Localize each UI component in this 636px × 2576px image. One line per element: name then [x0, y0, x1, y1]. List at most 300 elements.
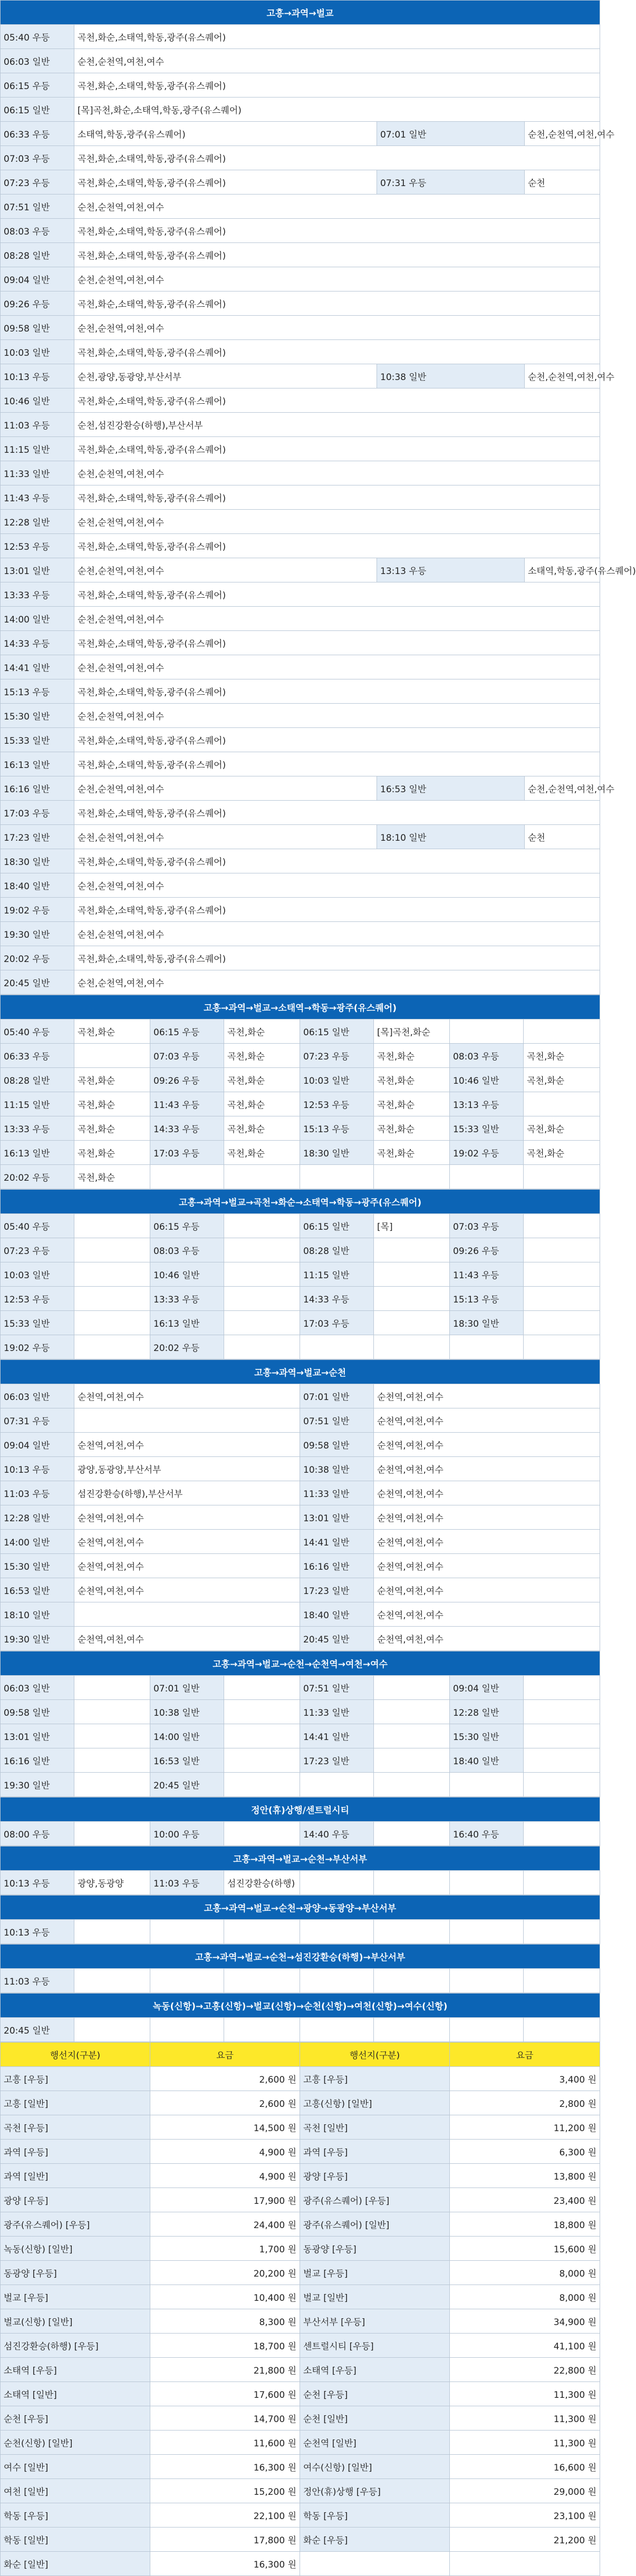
- departure-row: [1, 1457, 600, 1481]
- departure-row: [1, 970, 600, 995]
- fare-destination: 센트럴시티 [우등]: [300, 2334, 450, 2358]
- fare-destination: 광주(유스퀘어) [우등]: [300, 2188, 450, 2212]
- departure-time: [300, 1335, 374, 1359]
- fare-column-header: 요금: [450, 2043, 600, 2067]
- route-stops: 순천,순천역,여천,여수: [74, 316, 600, 340]
- fare-destination: 여수 [일반]: [1, 2455, 150, 2479]
- fare-price: 6,300 원: [450, 2140, 600, 2164]
- fare-price: 18,800 원: [450, 2212, 600, 2237]
- route-stops: 곡천,화순,소태역,학동,광주(유스퀘어): [74, 752, 600, 776]
- departure-time: 16:13 일반: [1, 752, 74, 776]
- fare-price: 16,300 원: [150, 2552, 300, 2576]
- departure-time: 10:13 우등: [1, 1920, 74, 1944]
- fare-price: 16,300 원: [150, 2455, 300, 2479]
- fare-destination: 고흥 [일반]: [1, 2091, 150, 2115]
- fare-price: 10,400 원: [150, 2285, 300, 2309]
- departure-time: 11:03 우등: [1, 413, 74, 437]
- route-stops: [224, 1724, 300, 1748]
- route-stops: [224, 1335, 300, 1359]
- departure-row: [1, 485, 600, 510]
- fare-price: 8,000 원: [450, 2261, 600, 2285]
- section-title: 고흥→과역→벌교→순천: [1, 1360, 600, 1384]
- fare-price: 23,100 원: [450, 2503, 600, 2528]
- route-stops: 곡천,화순,소태역,학동,광주(유스퀘어): [74, 898, 600, 922]
- fare-price: 15,200 원: [150, 2479, 300, 2503]
- departure-time: 15:33 일반: [450, 1116, 524, 1141]
- departure-row: [1, 219, 600, 243]
- fare-destination: 학동 [우등]: [300, 2503, 450, 2528]
- departure-row: [1, 728, 600, 752]
- fare-price: 11,200 원: [450, 2115, 600, 2140]
- departure-time: 16:16 일반: [1, 1748, 74, 1773]
- route-stops: [524, 1335, 600, 1359]
- route-stops: 곡천,화순: [224, 1092, 300, 1116]
- route-stops: 곡천,화순,소태역,학동,광주(유스퀘어): [74, 582, 600, 607]
- fare-price: 41,100 원: [450, 2334, 600, 2358]
- departure-row: [1, 1920, 600, 1944]
- departure-time: [300, 1871, 374, 1895]
- route-stops: 순천역,여천,여수: [74, 1627, 300, 1651]
- fare-destination: 화순 [우등]: [300, 2528, 450, 2552]
- departure-time: 16:40 우등: [450, 1822, 524, 1846]
- route-stops: [74, 1700, 150, 1724]
- departure-row: [1, 1116, 600, 1141]
- departure-row: [1, 1871, 600, 1895]
- departure-time: 05:40 우등: [1, 1019, 74, 1044]
- route-stops: 순천,순천역,여천,여수: [74, 655, 600, 679]
- departure-time: 09:58 일반: [1, 1700, 74, 1724]
- fare-destination: 여천 [일반]: [1, 2479, 150, 2503]
- departure-row: [1, 1969, 600, 1993]
- departure-row: [1, 1481, 600, 1505]
- departure-row: [1, 364, 600, 388]
- departure-time: 09:04 일반: [450, 1676, 524, 1700]
- fare-destination: 과역 [우등]: [1, 2140, 150, 2164]
- departure-time: 11:15 일반: [1, 1092, 74, 1116]
- fare-price: 2,800 원: [450, 2091, 600, 2115]
- fare-destination: 여수(신항) [일반]: [300, 2455, 450, 2479]
- departure-time: 06:03 일반: [1, 1384, 74, 1408]
- route-stops: [374, 1969, 450, 1993]
- departure-row: [1, 291, 600, 316]
- departure-time: 07:23 우등: [1, 1238, 74, 1262]
- departure-time: 07:23 우등: [300, 1044, 374, 1068]
- departure-time: 16:53 일반: [1, 1578, 74, 1602]
- departure-time: 09:04 일반: [1, 267, 74, 291]
- departure-time: 13:33 우등: [1, 582, 74, 607]
- fare-row: [1, 2261, 600, 2285]
- route-stops: 순천: [525, 825, 600, 849]
- route-stops: 순천역,여천,여수: [374, 1602, 600, 1627]
- route-stops: [224, 1311, 300, 1335]
- route-stops: [524, 1724, 600, 1748]
- fare-row: [1, 2115, 600, 2140]
- route-stops: 곡천,화순,소태역,학동,광주(유스퀘어): [74, 485, 600, 510]
- route-stops: [74, 1602, 300, 1627]
- departure-row: [1, 2018, 600, 2042]
- departure-time: 17:03 우등: [150, 1141, 224, 1165]
- route-stops: 곡천,화순: [224, 1116, 300, 1141]
- fare-price: 17,900 원: [150, 2188, 300, 2212]
- departure-time: 17:23 일반: [300, 1578, 374, 1602]
- fare-destination: 고흥(신항) [일반]: [300, 2091, 450, 2115]
- departure-time: 11:03 우등: [150, 1871, 224, 1895]
- departure-time: 15:13 우등: [450, 1287, 524, 1311]
- route-stops: 곡천,화순: [524, 1141, 600, 1165]
- route-stops: 순천,순천역,여천,여수: [74, 49, 600, 73]
- route-stops: 곡천,화순: [374, 1116, 450, 1141]
- schedule-section-5: [0, 1797, 600, 1846]
- departure-time: 11:43 우등: [1, 485, 74, 510]
- fare-destination: 부산서부 [우등]: [300, 2309, 450, 2334]
- departure-time: 08:03 우등: [450, 1044, 524, 1068]
- departure-time: [300, 1773, 374, 1797]
- departure-time: 12:28 일반: [1, 510, 74, 534]
- route-stops: [224, 1262, 300, 1287]
- departure-time: 09:26 우등: [450, 1238, 524, 1262]
- fare-price: 8,000 원: [450, 2285, 600, 2309]
- departure-time: 10:13 우등: [1, 364, 74, 388]
- fare-destination: 광양 [우등]: [1, 2188, 150, 2212]
- departure-time: 12:53 우등: [300, 1092, 374, 1116]
- departure-time: 15:30 일반: [1, 1554, 74, 1578]
- fare-price: 23,400 원: [450, 2188, 600, 2212]
- departure-time: 18:30 일반: [300, 1141, 374, 1165]
- fare-destination: 학동 [일반]: [1, 2528, 150, 2552]
- route-stops: [224, 1773, 300, 1797]
- route-stops: [74, 1214, 150, 1238]
- route-stops: 순천,순천역,여천,여수: [525, 122, 600, 146]
- departure-row: [1, 1822, 600, 1846]
- route-stops: 순천,순천역,여천,여수: [74, 776, 377, 801]
- departure-time: 11:33 일반: [300, 1700, 374, 1724]
- fare-destination: 정안(휴)상행 [우등]: [300, 2479, 450, 2503]
- route-stops: 곡천,화순,소태역,학동,광주(유스퀘어): [74, 170, 377, 195]
- departure-time: 10:00 우등: [150, 1822, 224, 1846]
- route-stops: 곡천,화순,소태역,학동,광주(유스퀘어): [74, 849, 600, 873]
- route-stops: 순천역,여천,여수: [374, 1505, 600, 1530]
- departure-time: 17:23 일반: [300, 1748, 374, 1773]
- departure-time: 06:03 일반: [1, 1676, 74, 1700]
- fare-destination: 순천 [일반]: [300, 2406, 450, 2431]
- departure-time: 13:13 우등: [377, 558, 525, 582]
- fare-destination: 과역 [우등]: [300, 2140, 450, 2164]
- departure-time: 12:28 일반: [1, 1505, 74, 1530]
- fare-destination: 순천 [우등]: [1, 2406, 150, 2431]
- fare-destination: 과역 [일반]: [1, 2164, 150, 2188]
- fare-column-header: 요금: [150, 2043, 300, 2067]
- departure-time: 10:38 일반: [300, 1457, 374, 1481]
- fare-destination: 벌교 [일반]: [300, 2285, 450, 2309]
- departure-row: [1, 1092, 600, 1116]
- route-stops: [74, 1335, 150, 1359]
- route-stops: 곡천,화순,소태역,학동,광주(유스퀘어): [74, 728, 600, 752]
- route-stops: 순천,순천역,여천,여수: [74, 970, 600, 995]
- departure-time: 12:53 우등: [1, 1287, 74, 1311]
- departure-time: [300, 2018, 374, 2042]
- route-stops: 곡천,화순: [74, 1092, 150, 1116]
- route-stops: 순천,순천역,여천,여수: [74, 922, 600, 946]
- section-header-row: [1, 1945, 600, 1969]
- route-stops: [374, 1700, 450, 1724]
- departure-time: 15:13 우등: [1, 679, 74, 704]
- route-stops: 곡천,화순,소태역,학동,광주(유스퀘어): [74, 631, 600, 655]
- departure-time: 18:10 일반: [377, 825, 525, 849]
- departure-row: [1, 1214, 600, 1238]
- departure-time: [150, 1920, 224, 1944]
- fare-row: [1, 2382, 600, 2406]
- fare-price: 11,300 원: [450, 2382, 600, 2406]
- departure-time: 16:13 일반: [150, 1311, 224, 1335]
- fare-destination: 고흥 [우등]: [300, 2067, 450, 2091]
- departure-time: 10:38 일반: [377, 364, 525, 388]
- departure-row: [1, 1724, 600, 1748]
- departure-time: 11:03 우등: [1, 1969, 74, 1993]
- departure-time: 11:33 일반: [1, 461, 74, 485]
- fare-destination: 벌교(신항) [일반]: [1, 2309, 150, 2334]
- fare-row: [1, 2503, 600, 2528]
- route-stops: 곡천,화순: [74, 1165, 150, 1189]
- fare-price: 21,200 원: [450, 2528, 600, 2552]
- route-stops: [524, 1676, 600, 1700]
- departure-row: [1, 582, 600, 607]
- route-stops: 소태역,학동,광주(유스퀘어): [74, 122, 377, 146]
- departure-row: [1, 825, 600, 849]
- departure-time: 06:15 우등: [150, 1214, 224, 1238]
- departure-time: 19:30 일반: [1, 1627, 74, 1651]
- fare-row: [1, 2140, 600, 2164]
- schedule-section-9: [0, 1993, 600, 2042]
- section-header-row: [1, 1994, 600, 2018]
- departure-time: 14:33 우등: [150, 1116, 224, 1141]
- section-title: 고흥→과역→벌교→순천→광양→동광양→부산서부: [1, 1895, 600, 1920]
- route-stops: [74, 1676, 150, 1700]
- section-title: 고흥→과역→벌교→소태역→학동→광주(유스퀘어): [1, 995, 600, 1019]
- departure-row: [1, 558, 600, 582]
- fare-price: 21,800 원: [150, 2358, 300, 2382]
- route-stops: 순천역,여천,여수: [74, 1530, 300, 1554]
- departure-time: 14:41 일반: [300, 1530, 374, 1554]
- route-stops: 곡천,화순,소태역,학동,광주(유스퀘어): [74, 946, 600, 970]
- route-stops: [524, 1969, 600, 1993]
- fare-header-row: [1, 2043, 600, 2067]
- route-stops: [374, 1822, 450, 1846]
- departure-time: 10:03 일반: [1, 340, 74, 364]
- departure-time: 07:23 우등: [1, 170, 74, 195]
- route-stops: 곡천,화순,소태역,학동,광주(유스퀘어): [74, 146, 600, 170]
- departure-time: 10:03 일반: [1, 1262, 74, 1287]
- fare-row: [1, 2358, 600, 2382]
- departure-time: 11:15 일반: [300, 1262, 374, 1287]
- fare-destination: 곡천 [일반]: [300, 2115, 450, 2140]
- route-stops: [374, 1311, 450, 1335]
- departure-row: [1, 316, 600, 340]
- route-stops: 순천역,여천,여수: [74, 1554, 300, 1578]
- departure-time: 18:10 일반: [1, 1602, 74, 1627]
- departure-time: 09:26 우등: [150, 1068, 224, 1092]
- departure-row: [1, 1019, 600, 1044]
- departure-row: [1, 122, 600, 146]
- route-stops: 순천역,여천,여수: [374, 1433, 600, 1457]
- departure-time: 07:01 일반: [150, 1676, 224, 1700]
- departure-time: 14:00 일반: [1, 1530, 74, 1554]
- route-stops: [224, 1748, 300, 1773]
- departure-time: 20:02 우등: [1, 1165, 74, 1189]
- departure-time: 16:53 일반: [377, 776, 525, 801]
- fare-column-header: 행선지(구분): [300, 2043, 450, 2067]
- route-stops: 곡천,화순: [224, 1044, 300, 1068]
- fare-price: 24,400 원: [150, 2212, 300, 2237]
- departure-time: [300, 1920, 374, 1944]
- route-stops: 순천,순천역,여천,여수: [74, 704, 600, 728]
- departure-time: 15:13 우등: [300, 1116, 374, 1141]
- departure-time: 07:51 일반: [300, 1408, 374, 1433]
- route-stops: [374, 1748, 450, 1773]
- schedule-section-6: [0, 1846, 600, 1895]
- departure-time: 12:53 우등: [1, 534, 74, 558]
- departure-row: [1, 1505, 600, 1530]
- departure-row: [1, 704, 600, 728]
- departure-time: 16:16 일반: [1, 776, 74, 801]
- departure-time: 05:40 우등: [1, 25, 74, 49]
- route-stops: [524, 1214, 600, 1238]
- route-stops: [74, 1311, 150, 1335]
- route-stops: [524, 1773, 600, 1797]
- route-stops: 순천역,여천,여수: [374, 1481, 600, 1505]
- departure-time: 14:40 우등: [300, 1822, 374, 1846]
- route-stops: [224, 1214, 300, 1238]
- departure-time: [450, 1773, 524, 1797]
- departure-time: 06:03 일반: [1, 49, 74, 73]
- departure-row: [1, 73, 600, 98]
- route-stops: [374, 1920, 450, 1944]
- departure-row: [1, 1287, 600, 1311]
- route-stops: [224, 1238, 300, 1262]
- route-stops: [374, 1287, 450, 1311]
- route-stops: [224, 1969, 300, 1993]
- departure-row: [1, 1311, 600, 1335]
- departure-row: [1, 1530, 600, 1554]
- route-stops: 순천,순천역,여천,여수: [74, 825, 377, 849]
- departure-time: 10:46 일반: [150, 1262, 224, 1287]
- fare-price: 1,700 원: [150, 2237, 300, 2261]
- departure-row: [1, 340, 600, 364]
- fare-row: [1, 2067, 600, 2091]
- departure-time: 06:33 우등: [1, 1044, 74, 1068]
- departure-time: 17:03 우등: [300, 1311, 374, 1335]
- fare-column-header: 행선지(구분): [1, 2043, 150, 2067]
- departure-time: 18:40 일반: [450, 1748, 524, 1773]
- route-stops: [74, 1262, 150, 1287]
- departure-time: 11:43 우등: [150, 1092, 224, 1116]
- route-stops: [374, 1724, 450, 1748]
- departure-time: 18:40 일반: [300, 1602, 374, 1627]
- fare-price: 18,700 원: [150, 2334, 300, 2358]
- route-stops: 곡천,화순: [74, 1141, 150, 1165]
- departure-row: [1, 243, 600, 267]
- section-title: 고흥→과역→벌교: [1, 1, 600, 25]
- departure-row: [1, 801, 600, 825]
- departure-row: [1, 25, 600, 49]
- departure-time: [150, 2018, 224, 2042]
- departure-time: 20:02 우등: [150, 1335, 224, 1359]
- departure-time: 08:03 우등: [1, 219, 74, 243]
- fare-destination: 동광양 [우등]: [300, 2237, 450, 2261]
- departure-row: [1, 195, 600, 219]
- departure-row: [1, 946, 600, 970]
- departure-time: 07:51 일반: [1, 195, 74, 219]
- route-stops: [224, 2018, 300, 2042]
- route-stops: [524, 1822, 600, 1846]
- fare-destination: 순천 [우등]: [300, 2382, 450, 2406]
- fare-price: 15,600 원: [450, 2237, 600, 2261]
- departure-time: 14:33 우등: [300, 1287, 374, 1311]
- departure-time: 16:13 일반: [1, 1141, 74, 1165]
- schedule-section-0: [0, 0, 636, 995]
- departure-time: 10:13 우등: [1, 1457, 74, 1481]
- schedule-section-8: [0, 1944, 600, 1993]
- departure-row: [1, 534, 600, 558]
- departure-time: 09:04 일반: [1, 1433, 74, 1457]
- route-stops: [74, 1287, 150, 1311]
- departure-time: 07:03 우등: [450, 1214, 524, 1238]
- departure-row: [1, 1602, 600, 1627]
- fare-row: [1, 2188, 600, 2212]
- departure-time: 19:02 우등: [450, 1141, 524, 1165]
- route-stops: [524, 1287, 600, 1311]
- departure-row: [1, 1238, 600, 1262]
- departure-time: 20:45 일반: [1, 2018, 74, 2042]
- departure-time: 10:46 일반: [450, 1068, 524, 1092]
- departure-row: [1, 776, 600, 801]
- fare-destination: 광주(유스퀘어) [우등]: [1, 2212, 150, 2237]
- fare-price: 20,200 원: [150, 2261, 300, 2285]
- route-stops: 순천역,여천,여수: [374, 1578, 600, 1602]
- fare-row: [1, 2334, 600, 2358]
- route-stops: [524, 1238, 600, 1262]
- fare-price: 11,600 원: [150, 2431, 300, 2455]
- route-stops: [374, 1238, 450, 1262]
- departure-time: [450, 1165, 524, 1189]
- route-stops: [374, 1262, 450, 1287]
- departure-time: 07:31 우등: [377, 170, 525, 195]
- section-header-row: [1, 1846, 600, 1871]
- route-stops: 순천,섬진강환승(하행),부산서부: [74, 413, 600, 437]
- route-stops: [524, 1871, 600, 1895]
- departure-time: 12:28 일반: [450, 1700, 524, 1724]
- departure-row: [1, 267, 600, 291]
- route-stops: [374, 2018, 450, 2042]
- route-stops: [74, 1748, 150, 1773]
- fare-price: 29,000 원: [450, 2479, 600, 2503]
- departure-time: 08:03 우등: [150, 1238, 224, 1262]
- schedule-section-3: [0, 1359, 600, 1651]
- departure-time: [450, 1335, 524, 1359]
- route-stops: [목]곡천,화순: [374, 1019, 450, 1044]
- departure-row: [1, 1748, 600, 1773]
- route-stops: 순천역,여천,여수: [374, 1554, 600, 1578]
- section-header-row: [1, 995, 600, 1019]
- departure-row: [1, 679, 600, 704]
- fare-price: 3,400 원: [450, 2067, 600, 2091]
- departure-row: [1, 1408, 600, 1433]
- route-stops: [374, 1773, 450, 1797]
- departure-time: 18:30 일반: [450, 1311, 524, 1335]
- route-stops: 곡천,화순,소태역,학동,광주(유스퀘어): [74, 25, 600, 49]
- route-stops: 곡천,화순: [524, 1116, 600, 1141]
- fare-row: [1, 2164, 600, 2188]
- fare-price: 16,600 원: [450, 2455, 600, 2479]
